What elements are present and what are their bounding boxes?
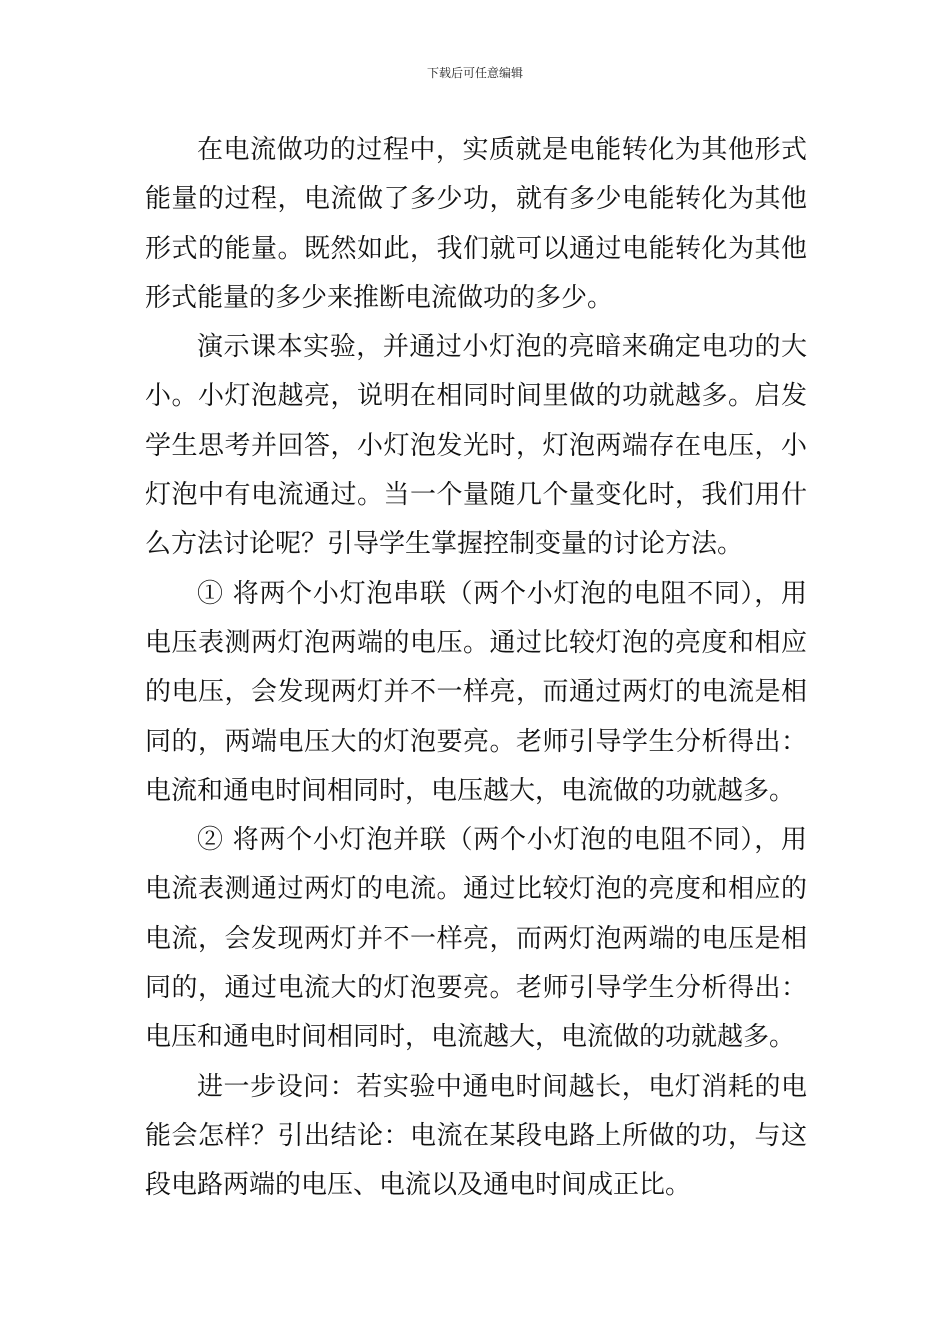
paragraph-series-experiment: ① 将两个小灯泡串联（两个小灯泡的电阻不同），用电压表测两灯泡两端的电压。通过比较灯泡的亮度和相应的电压，会发现两灯并不一样亮，而通过两灯的电流是相同的，两端电压大的灯泡要亮。老师引导学生分析得出：电流和通电时间相同时，电压越大，电流做的功就越多。 [145, 578, 807, 806]
page-header-note: 下载后可任意编辑 [426, 66, 523, 80]
paragraph-conclusion: 进一步设问：若实验中通电时间越长，电灯消耗的电能会怎样？引出结论：电流在某段电路上所做的功，与这段电路两端的电压、电流以及通电时间成正比。 [145, 1071, 807, 1201]
paragraph-demo-experiment: 演示课本实验，并通过小灯泡的亮暗来确定电功的大小。小灯泡越亮，说明在相同时间里做的功就越多。启发学生思考并回答，小灯泡发光时，灯泡两端存在电压，小灯泡中有电流通过。当一个量随几个量变化时，我们用什么方法讨论呢？引导学生掌握控制变量的讨论方法。 [145, 332, 807, 560]
document-body [145, 126, 807, 1211]
paragraph-electric-work-intro: 在电流做功的过程中，实质就是电能转化为其他形式能量的过程，电流做了多少功，就有多少电能转化为其他形式的能量。既然如此，我们就可以通过电能转化为其他形式能量的多少来推断电流做功的多少。 [145, 135, 807, 313]
paragraph-parallel-experiment: ② 将两个小灯泡并联（两个小灯泡的电阻不同），用电流表测通过两灯的电流。通过比较灯泡的亮度和相应的电流，会发现两灯并不一样亮，而两灯泡两端的电压是相同的，通过电流大的灯泡要亮。老师引导学生分析得出：电压和通电时间相同时，电流越大，电流做的功就越多。 [145, 825, 807, 1053]
